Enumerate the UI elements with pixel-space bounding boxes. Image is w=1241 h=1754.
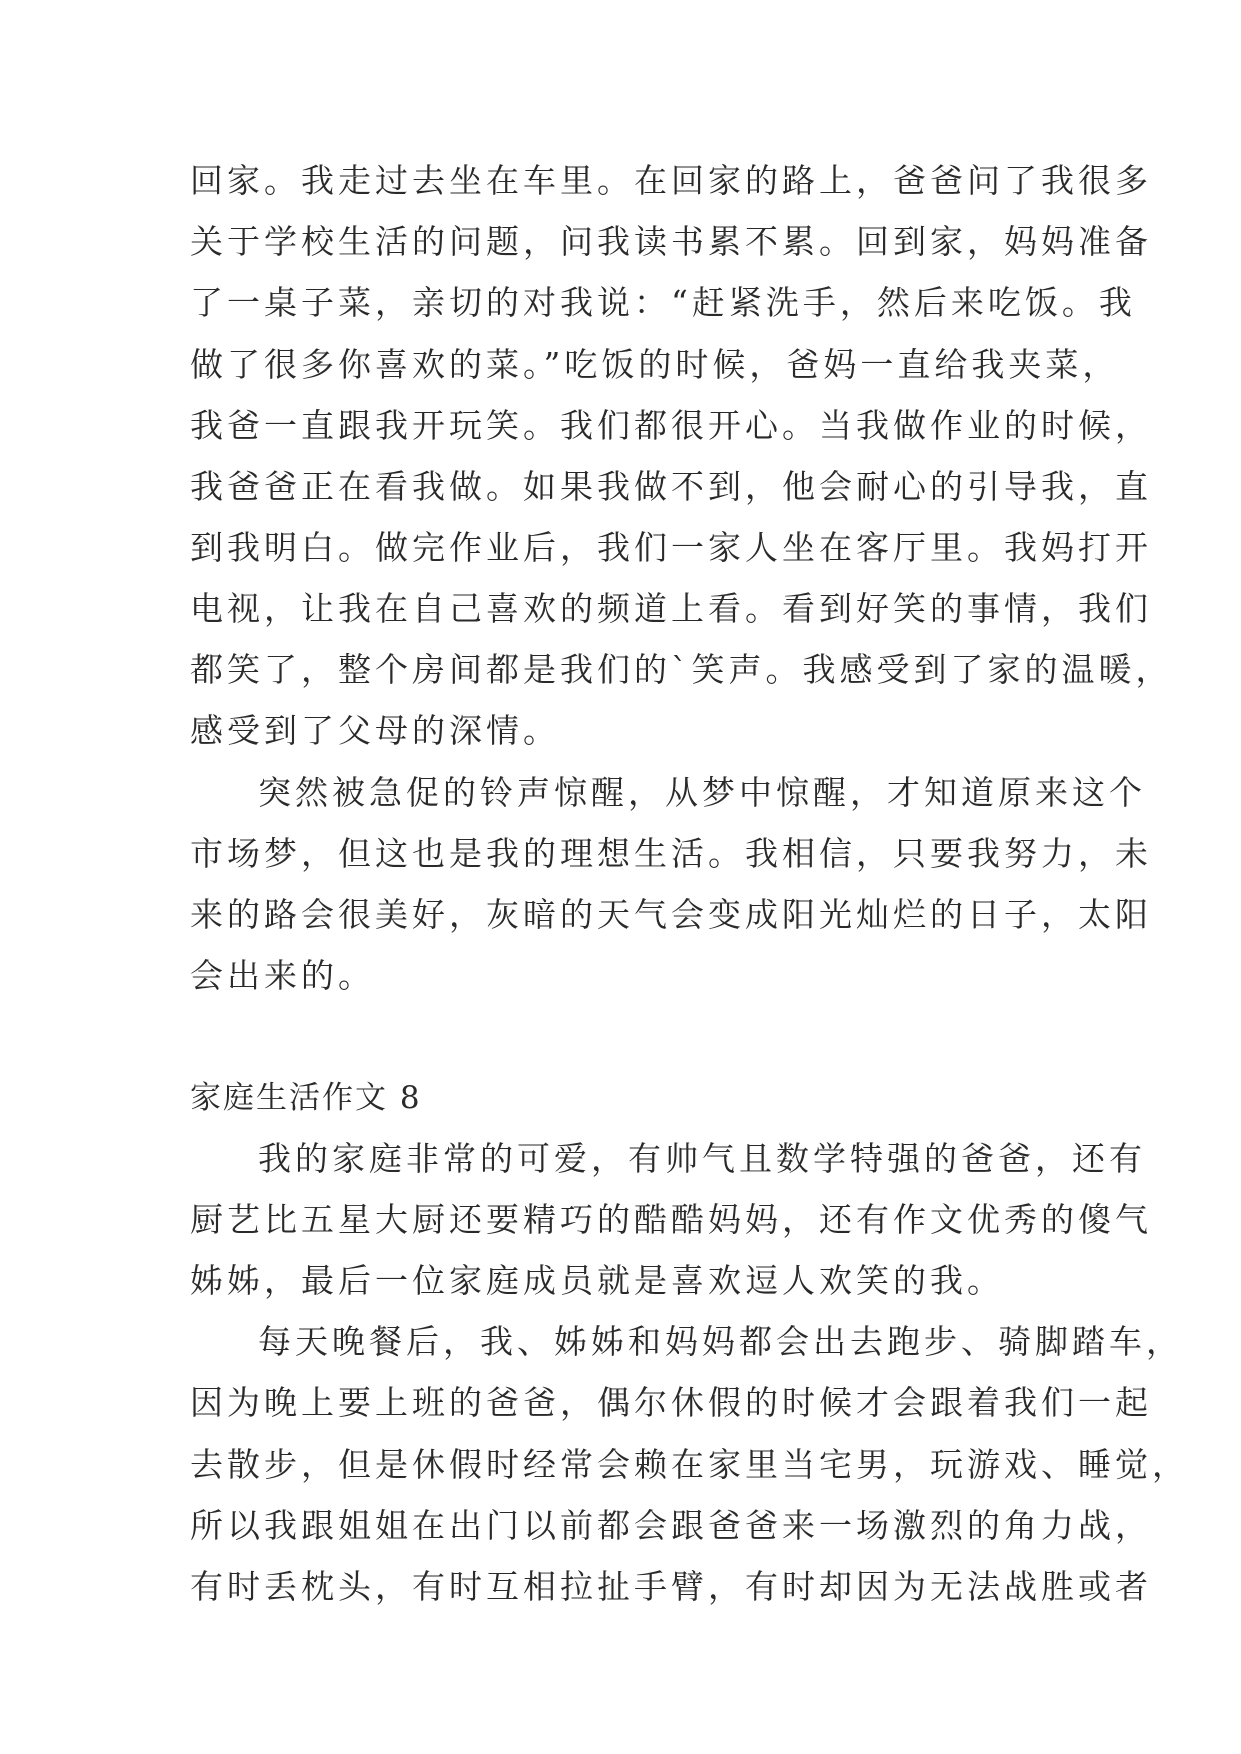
text-line: 姊姊，最后一位家庭成员就是喜欢逗人欢笑的我。 (190, 1261, 1004, 1300)
text-line: 了一桌子菜，亲切的对我说：“赶紧洗手，然后来吃饭。我 (190, 283, 1136, 322)
text-line: 我爸一直跟我开玩笑。我们都很开心。当我做作业的时候， (190, 406, 1152, 445)
text-line: 回家。我走过去坐在车里。在回家的路上，爸爸问了我很多 (190, 161, 1152, 200)
text-line: 关于学校生活的问题，问我读书累不累。回到家，妈妈准备 (190, 222, 1152, 261)
text-line: 我的家庭非常的可爱，有帅气且数学特强的爸爸，还有 (258, 1139, 1146, 1178)
text-line: 做了很多你喜欢的菜。”吃饭的时候，爸妈一直给我夹菜， (190, 345, 1120, 384)
text-line: 到我明白。做完作业后，我们一家人坐在客厅里。我妈打开 (190, 528, 1152, 567)
text-line: 来的路会很美好，灰暗的天气会变成阳光灿烂的日子，太阳 (190, 895, 1152, 934)
text-line: 有时丢枕头，有时互相拉扯手臂，有时却因为无法战胜或者 (190, 1567, 1152, 1606)
text-line: 电视，让我在自己喜欢的频道上看。看到好笑的事情，我们 (190, 589, 1152, 628)
text-line: 因为晚上要上班的爸爸，偶尔休假的时候才会跟着我们一起 (190, 1383, 1152, 1422)
text-line: 厨艺比五星大厨还要精巧的酷酷妈妈，还有作文优秀的傻气 (190, 1200, 1152, 1239)
text-line: 市场梦，但这也是我的理想生活。我相信，只要我努力，未 (190, 834, 1152, 873)
text-line: 会出来的。 (190, 956, 375, 995)
text-line: 我爸爸正在看我做。如果我做不到，他会耐心的引导我，直 (190, 467, 1152, 506)
text-line: 所以我跟姐姐在出门以前都会跟爸爸来一场激烈的角力战， (190, 1506, 1152, 1545)
text-line: 感受到了父母的深情。 (190, 711, 560, 750)
text-line: 去散步，但是休假时经常会赖在家里当宅男，玩游戏、睡觉， (190, 1445, 1189, 1484)
section-title: 家庭生活作文 8 (190, 1080, 422, 1116)
text-line: 都笑了，整个房间都是我们的`笑声。我感受到了家的温暖， (190, 650, 1173, 689)
text-line: 突然被急促的铃声惊醒，从梦中惊醒，才知道原来这个 (258, 773, 1146, 812)
text-line: 每天晚餐后，我、姊姊和妈妈都会出去跑步、骑脚踏车， (258, 1322, 1183, 1361)
